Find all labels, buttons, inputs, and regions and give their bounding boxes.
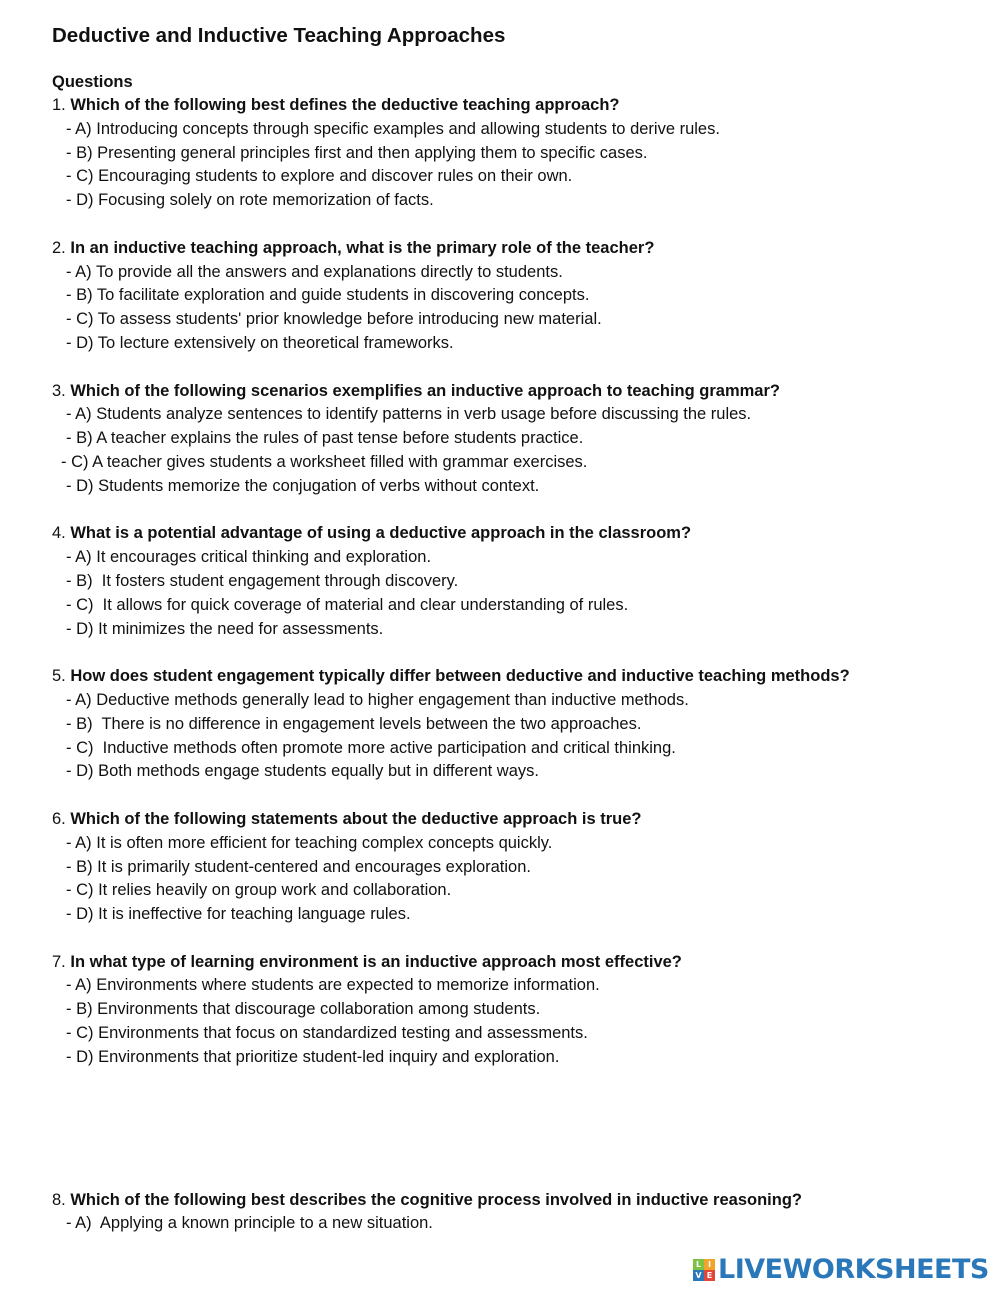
question-number: 8. <box>52 1190 71 1209</box>
worksheet-page <box>52 22 982 1236</box>
answer-option-a[interactable]: - A) Deductive methods generally lead to higher engagement than inductive methods. <box>66 690 689 709</box>
answer-option-d[interactable]: - D) It is ineffective for teaching language rules. <box>66 905 411 924</box>
document-title: Deductive and Inductive Teaching Approaches <box>52 24 506 47</box>
question-text: How does student engagement typically differ between deductive and inductive teaching methods? <box>70 667 850 686</box>
answer-option-a[interactable]: - A) Environments where students are expected to memorize information. <box>66 976 600 995</box>
question-8 <box>52 1189 982 1237</box>
answer-option-c[interactable]: - C) A teacher gives students a worksheet filled with grammar exercises. <box>61 452 588 471</box>
liveworksheets-mark-icon <box>693 1259 715 1281</box>
section-heading-questions: Questions <box>52 73 133 91</box>
answer-option-b[interactable]: - B) Presenting general principles first and then applying them to specific cases. <box>66 143 648 162</box>
answer-option-d[interactable]: - D) Focusing solely on rote memorization of facts. <box>66 191 434 210</box>
answer-option-c[interactable]: - C) Encouraging students to explore and discover rules on their own. <box>66 167 573 186</box>
answer-option-d[interactable]: - D) It minimizes the need for assessments. <box>66 619 384 638</box>
answer-option-c[interactable]: - C) It allows for quick coverage of material and clear understanding of rules. <box>66 595 629 614</box>
question-text: What is a potential advantage of using a deductive approach in the classroom? <box>70 524 692 543</box>
question-number: 1. <box>52 96 71 114</box>
question-text: Which of the following best defines the deductive teaching approach? <box>70 96 620 114</box>
question-7 <box>52 951 982 1070</box>
answer-option-b[interactable]: - B) Environments that discourage collaboration among students. <box>66 1000 541 1019</box>
logo-mark-letter: L <box>693 1259 704 1270</box>
answer-option-b[interactable]: - B) It fosters student engagement through discovery. <box>66 571 459 590</box>
question-6 <box>52 808 982 927</box>
question-number: 6. <box>52 809 71 828</box>
answer-option-a[interactable]: - A) It is often more efficient for teaching complex concepts quickly. <box>66 833 553 852</box>
question-number: 3. <box>52 381 71 400</box>
answer-option-d[interactable]: - D) To lecture extensively on theoretical frameworks. <box>66 333 454 352</box>
question-text: Which of the following best describes the cognitive process involved in inductive reasoning? <box>70 1190 802 1209</box>
answer-option-c[interactable]: - C) Inductive methods often promote more active participation and critical thinking. <box>66 738 676 757</box>
question-3 <box>52 380 982 499</box>
question-1 <box>52 94 982 213</box>
answer-option-c[interactable]: - C) To assess students' prior knowledge before introducing new material. <box>66 310 602 329</box>
answer-option-b[interactable]: - B) There is no difference in engagement levels between the two approaches. <box>66 714 642 733</box>
answer-option-b[interactable]: - B) It is primarily student-centered and encourages exploration. <box>66 857 531 876</box>
question-5 <box>52 665 982 784</box>
question-text: Which of the following scenarios exemplifies an inductive approach to teaching grammar? <box>70 381 780 400</box>
logo-mark-letter: I <box>704 1259 715 1270</box>
answer-option-a[interactable]: - A) It encourages critical thinking and exploration. <box>66 548 432 567</box>
question-number: 4. <box>52 524 71 543</box>
question-text: Which of the following statements about the deductive approach is true? <box>70 809 642 828</box>
logo-mark-letter: E <box>704 1270 715 1281</box>
question-text: In an inductive teaching approach, what is the primary role of the teacher? <box>70 238 655 257</box>
answer-option-d[interactable]: - D) Environments that prioritize student-led inquiry and exploration. <box>66 1047 560 1066</box>
question-text: In what type of learning environment is an inductive approach most effective? <box>70 952 682 971</box>
answer-option-c[interactable]: - C) Environments that focus on standardized testing and assessments. <box>66 1024 588 1043</box>
answer-option-c[interactable]: - C) It relies heavily on group work and collaboration. <box>66 881 452 900</box>
answer-option-d[interactable]: - D) Both methods engage students equally but in different ways. <box>66 762 539 781</box>
answer-option-a[interactable]: - A) Students analyze sentences to identify patterns in verb usage before discussing the rules. <box>66 405 752 424</box>
question-number: 7. <box>52 952 71 971</box>
question-number: 5. <box>52 667 71 686</box>
question-number: 2. <box>52 238 71 257</box>
question-4 <box>52 522 982 641</box>
liveworksheets-logo <box>693 1254 989 1286</box>
answer-option-d[interactable]: - D) Students memorize the conjugation of verbs without context. <box>66 476 540 495</box>
logo-wordmark: LIVEWORKSHEETS <box>718 1254 989 1285</box>
answer-option-a[interactable]: - A) Introducing concepts through specific examples and allowing students to derive rules. <box>66 119 720 138</box>
question-2 <box>52 237 982 356</box>
answer-option-a[interactable]: - A) To provide all the answers and explanations directly to students. <box>66 262 563 281</box>
logo-mark-letter: V <box>693 1270 704 1281</box>
answer-option-a[interactable]: - A) Applying a known principle to a new situation. <box>66 1214 433 1233</box>
answer-option-b[interactable]: - B) To facilitate exploration and guide students in discovering concepts. <box>66 286 590 305</box>
answer-option-b[interactable]: - B) A teacher explains the rules of past tense before students practice. <box>66 429 584 448</box>
